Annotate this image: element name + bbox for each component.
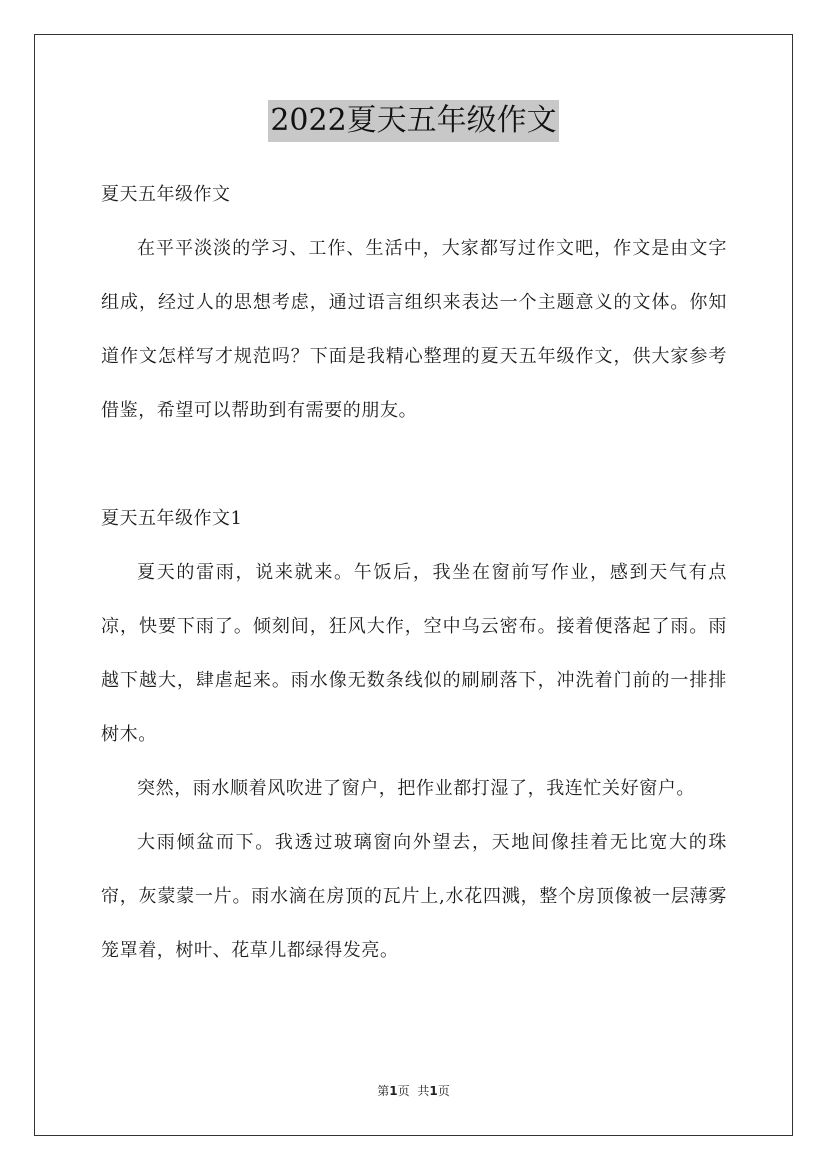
body-paragraph-1: 夏天的雷雨，说来就来。午饭后，我坐在窗前写作业，感到天气有点凉，快要下雨了。倾刻间，狂风大作，空中乌云密布。接着便落起了雨。雨越下越大，肆虐起来。雨水像无数条线似的刷刷落下，冲洗着门前的一排排树木。 [101,562,727,745]
document-title-text: 2022夏天五年级作文 [268,100,558,142]
document-body [101,168,727,978]
body-paragraph-3: 大雨倾盆而下。我透过玻璃窗向外望去，天地间像挂着无比宽大的珠帘，灰蒙蒙一片。雨水滴在房顶的瓦片上,水花四溅，整个房顶像被一层薄雾笼罩着，树叶、花草儿都绿得发亮。 [101,832,727,961]
page-suffix: 页 [397,1084,410,1098]
document-title [0,100,827,142]
page-number: 1 [389,1084,398,1098]
intro-paragraph: 在平平淡淡的学习、工作、生活中，大家都写过作文吧，作文是由文字组成，经过人的思想考虑，通过语言组织来表达一个主题意义的文体。你知道作文怎样写才规范吗？下面是我精心整理的夏天五年级作文，供大家参考借鉴，希望可以帮助到有需要的朋友。 [101,238,727,421]
page-prefix: 第 [377,1084,390,1098]
body-paragraph-2: 突然，雨水顺着风吹进了窗户，把作业都打湿了，我连忙关好窗户。 [137,778,695,799]
total-pages: 1 [429,1084,438,1098]
section-heading: 夏天五年级作文1 [101,508,243,529]
total-prefix: 共 [417,1084,430,1098]
section-spacer [101,438,727,492]
intro-heading: 夏天五年级作文 [101,184,231,205]
total-suffix: 页 [437,1084,450,1098]
page-footer [0,1083,827,1099]
